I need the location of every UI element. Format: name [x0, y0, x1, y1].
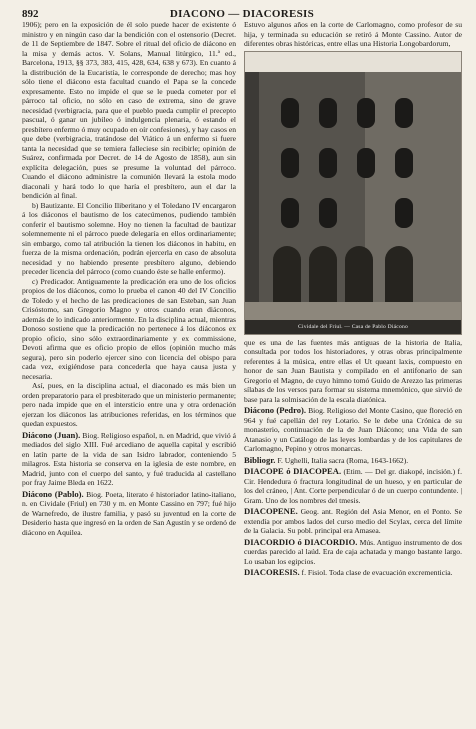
entry-headword: Diácono (Pablo). [22, 488, 84, 499]
paragraph: Estuvo algunos años en la corte de Carlomagno, como profesor de su hija, y terminada su educación se retiró á Monte Cassino. Autor de diferentes obras históricas, entre ellas una Historia Longobardorum, [244, 20, 462, 48]
entry-headword: DIACOPE ó DIACOPEA. [244, 466, 342, 476]
dictionary-entry [244, 467, 462, 505]
entry-text: (Etim. — Del gr. diakopé, incisión.) f. Cir. Hendedura ó fractura longitudinal de un hueso, y en particular de los del cráneo, | Ant. Corte perpendicular ó de un cuerpo contundente. | Gram. Uno de los nombres del tmesis. [244, 467, 462, 505]
paragraph: c) Predicador. Antiguamente la predicación era uno de los oficios propios de los diáconos, como lo prueba el canon 40 del IV Concilio de Toledo y el hecho de las predicaciones de san Esteban, san Juan Crisóstomo, san Gregorio Magno y otros cuando eran diáconos, además de lo indicado anteriormente. En la disciplina actual, mientras Donoso sostiene que la predicación no pertenece á los diáconos ex propio oficio, sino sólo extraordinariamente y ex commissione, Devoti afirma que es oficio propio de ellos (opinión mucho más segura), pero sin poderlo ejercer sino con licencia del obispo para cada vez, exigiéndose para concederla que haya causa justa y necesaria. [22, 276, 236, 381]
entry-text: F. Ughelli, Italia sacra (Roma, 1643-1662). [277, 455, 409, 465]
entry-headword: DIACOPENE. [244, 506, 298, 516]
entry-headword: DIACORDIO ó DIACORDIO. [244, 536, 358, 547]
dictionary-entry [244, 507, 462, 536]
entry-text: Mús. Antiguo instrumento de dos cuerdas parecido al laúd. Era de caja achatada y mango bastante largo. Lo usaban los egipcios. [244, 537, 462, 566]
paragraph: b) Bautizante. El Concilio Iliberitano y el Toledano IV encargaron á los diáconos el bautismo de los catecúmenos, pudiendo también conferir el bautismo solemne. Hoy no tienen la facultad de bautizar solemnemente ni el párroco puede delegaría en ellos ordinariamente; sin embargo, como tal atribución la tienen los diáconos in habitu, en fuerza de la misma ordenación, podrán ejercerla en caso de absoluta necesidad y no habiendo presente presbítero alguno, debiendo preceder licencia del párroco (como cuando éste se halle enfermo). [22, 200, 236, 276]
paragraph: que es una de las fuentes más antiguas de la historia de Italia, consultada por todos los historiadores, y otras obras principalmente referentes á la música, entre ellas el Ut queant laxis, compuesto en honor de san Juan Bautista y compilado en el antifonario de san Gregorio el Magno, de cuyo himno tomó Guido de Arezzo las primeras sílabas de los versos para formar su sistema mnemónico, que sirvió de base para la solmisación de la escala diatónica. [244, 337, 462, 404]
entry-text: Biog. Religioso del Monte Casino, que floreció en 964 y fué capellán del rey Lotario. Se le debe una Crónica de su monasterio, continuación de la de Juan Diácono; una Vida de san Atanasio y un Catálogo de las leyes lombardas y de los capitulares de Carlomagno, Pepino y otros monarcas. [244, 406, 462, 453]
entry-text: Biog. Religioso español, n. en Madrid, que vivió á mediados del siglo XIII. Fué arcediano de aquella capital y escribió en latín parte de la vida de san Isidro labrador, conteniendo 5 milagros. Esta historia se conserva en la iglesia de este nombre, en Madrid, junto con el cuerpo del santo, y fué traducida al castellano por fray Jaime Bleda en 1622. [22, 430, 236, 487]
building-illustration [245, 52, 461, 334]
building-photograph [244, 51, 462, 335]
entry-headword: Diácono (Juan). [22, 429, 81, 440]
dictionary-entry [244, 406, 462, 454]
entry-text: Geog. ant. Región del Asia Menor, en el Ponto. Se extendía por ambos lados del curso medio del Scylax, cerca del límite de la Galacia. Su pobl. principal era Amasea. [244, 507, 462, 535]
running-title: DIACONO — DIACORESIS [169, 8, 315, 20]
entry-text: f. Fisiol. Toda clase de evacuación excrementicia. [301, 568, 453, 577]
page-number: 892 [22, 8, 39, 20]
paragraph: 1906); pero en la exposición de él solo puede hacer de existente ó ministro y en ningún caso dar la bendición con el ostensorio (Decret. de 11 de Septiembre de 1847. Sobre el ritual del oficio de diácono en la misa y demás actos. V. Solans, Manual litúrgico, 11.ª ed., Barcelona, 1913, §§ 373, 383, 415, 428, 634, 638 y 673). En cuanto á la distribución de la Eucaristía, le corresponde de derecho; mas hoy sólo tiene el diácono esta facultad cuando el Papa se la concede expresamente. Esto no impide el que se le pueda cometer por el párroco tal oficio, no sólo en caso de extrema, sino de grave necesidad (verbigracia, para que el pueblo pueda cumplir el precepto pascual, ó ganar un jubileo ó indulgencia plenaria, ó estando el presbítero enfermo ó muy ocupado en oír confesiones), y hay casos en que debe (verbigracia, tratándose del Viático á un enfermo si fuere tanta la necesidad que se temiera falleciese sin recibirle; opinión de Suárez, confirmada por Decret. de 14 de Agosto de 1858), aun sin explícita delegación, pues se presume la voluntad del párroco. Cuando el diácono administre la comunión llevará la estola modo diaconali y hará todo lo que haría el presbítero, aun el dar la bendición al final. [22, 20, 236, 200]
entry-headword: Bibliogr. [244, 454, 276, 465]
dictionary-entry [244, 456, 462, 466]
dictionary-entry [244, 568, 462, 578]
right-column [244, 20, 462, 578]
photo-caption: Cividale del Friul. — Casa de Pablo Diácono [298, 324, 408, 330]
entry-text: Biog. Poeta, literato é historiador latino-italiano, n. en Cividale (Friul) en 730 y m. en Monte Cassino en 797; fué hijo de Warnefredo, de ilustre familia, y pasó su juventud en la corte de Desiderio hasta que ingresó en la orden de San Agustín y se ordenó de diácono en Aquilea. [22, 489, 237, 537]
left-column [22, 20, 236, 537]
dictionary-entry [244, 538, 462, 567]
entry-headword: Diácono (Pedro). [244, 405, 307, 415]
dictionary-entry [22, 490, 236, 538]
entry-headword: DIACORESIS. [244, 567, 300, 577]
paragraph: Así, pues, en la disciplina actual, el diaconado es más bien un orden preparatorio para el presbiterado que un ministerio permanente; pero nada impide que en el intersticio entre una y otra ordenación ejerzan los diáconos las atribuciones referidas, en los términos que quedan expuestos. [22, 381, 236, 428]
dictionary-entry [22, 431, 236, 488]
